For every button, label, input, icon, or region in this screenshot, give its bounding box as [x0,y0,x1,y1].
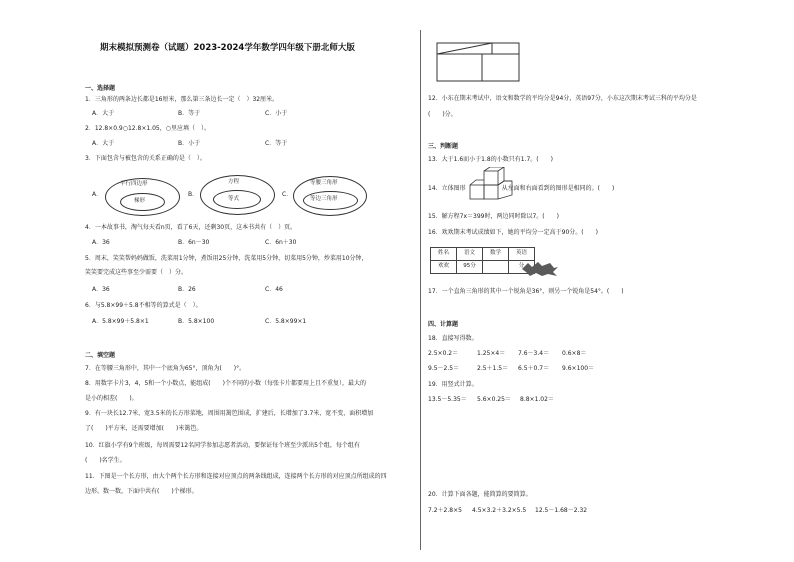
table-cell: 分 [509,261,535,274]
q2-option-a: A．大于 [92,140,115,147]
q5-option-b: B．26 [178,286,196,293]
oval-c-outer-label: 等腰三角形 [310,180,338,186]
question-5-line2: 笑笑要完成这些事至少需要（ ）分。 [85,269,188,276]
column-divider [420,30,421,550]
question-2: 2．12.8×0.9○12.8×1.05，○里应填（ ）。 [85,125,210,132]
table-cell: 95分 [457,261,483,274]
oval-b-inner-label: 等式 [228,196,240,202]
q4-option-a: A．36 [92,239,110,246]
question-1: 1．三角形的两条边长都是16厘米，那么第三条边长一定（ ）32厘米。 [85,96,279,103]
question-17: 17．一个直角三角形的其中一个锐角是36°，则另一个锐角是54°。( ) [428,288,624,295]
vertical-calc-item: 8.8×1.02＝ [520,396,554,403]
section-choice-heading: 一、选择题 [85,85,116,92]
section-calc-heading: 四、计算题 [428,321,459,328]
q1-option-b: B．等于 [178,110,201,117]
table-header-cell: 语文 [457,248,483,261]
section-fill-heading: 二、填空题 [85,352,116,359]
calc-item: 9.5－2.5＝ [428,365,460,372]
page-title: 期末模拟预测卷（试题）2023-2024学年数学四年级下册北师大版 [100,43,355,53]
q6-option-b: B．5.8×100 [178,318,215,325]
question-5-line1: 5．周末，笑笑帮妈妈做饭，洗菜用1分钟，煮饭用25分钟，洗菜用5分钟，切菜用5分钟，炒菜用10分钟， [85,255,368,262]
table-header-cell: 英语 [509,248,535,261]
question-3: 3．下面包含与被包含的关系正确的是（ ）。 [85,155,206,162]
q1-option-c: C．小于 [265,110,288,117]
q4-option-b: B．6n－30 [178,239,210,246]
question-14: 14．立体图形 从左面和右面看到的图形是相同的。( ) [428,185,615,192]
simplify-calc-item: 7.2＋2.8×5 [428,507,462,514]
oval-a-inner-label: 梯形 [134,198,146,204]
score-table-row [431,261,535,274]
ink-blot-icon [520,261,560,277]
question-13: 13．大于1.6而小于1.8的小数只有1.7。( ) [428,156,553,163]
score-table-header [431,248,535,261]
question-8-line2: 是小的相差( )。 [85,395,138,402]
question-9-line2: 了( )平方米，还需要增加( )米篱笆。 [85,425,203,432]
vertical-calc-item: 13.5－5.35＝ [428,396,467,403]
simplify-calc-item: 12.5－1.68－2.32 [535,507,588,514]
calc-item: 1.25×4＝ [477,350,506,357]
question-12-line1: 12．小东在期末考试中，语文和数学的平均分是94分，英语97分，小东这次期末考试三科的平均分是 [428,95,697,102]
calc-item: 7.6－3.4＝ [518,350,550,357]
question-11-line1: 11．下图是一个长方形，由大个两个长方形和连接对应顶点的两条线组成，连接两个长方形的对应顶点所组成的四 [85,473,387,480]
q3-option-c: C． [282,191,293,198]
question-16: 16．欢欢期末考试成绩如下，她的平均分一定高于90分。( ) [428,229,598,236]
table-cell [483,261,509,274]
calc-item: 0.6×8＝ [562,350,587,357]
question-4: 4．一本故事书，淘气每天看n页，看了6天，还剩30页，这本书共有（ ）页。 [85,224,297,231]
calc-item: 9.6×100＝ [562,365,595,372]
q3-option-a: A． [92,191,103,198]
simplify-calc-item: 4.5×3.2＋3.2×5.5 [472,507,527,514]
calc-item: 6.5＋0.7＝ [518,365,550,372]
table-header-cell: 数学 [483,248,509,261]
q4-option-c: C．6n＋30 [265,239,297,246]
question-10-line2: ( )名学生。 [85,457,126,464]
question-19: 19．用竖式计算。 [428,381,478,388]
question-7: 7．在等腰三角形中，其中一个底角为65°，顶角为( )°。 [85,365,246,372]
question-10-line1: 10．红旗小学有9个班级，每周需要12名同学参加志愿者活动，要保证每个班至少派出5个组，每个组有 [85,442,360,449]
calc-item: 2.5×0.2＝ [428,350,459,357]
question-11-line2: 边形。数一数，下面中共有( )个梯形。 [85,488,198,495]
question-18: 18．直接写得数。 [428,335,478,342]
question-8-line1: 8．用数字卡片3，4，5和一个小数点，能组成( )个不同的小数（每张卡片都要用上且不重复），最大的 [85,380,366,387]
q1-option-a: A．大于 [92,110,115,117]
calc-item: 2.5＋1.5＝ [477,365,509,372]
q6-option-c: C．5.8×99×1 [265,318,307,325]
q5-option-a: A．36 [92,286,110,293]
oval-a-outer-label: 平行四边形 [120,181,148,187]
question-6: 6．与5.8×99＋5.8不相等的算式是（ ）。 [85,302,202,309]
vertical-calc-item: 5.6×0.25＝ [477,396,511,403]
section-judge-heading: 三、判断题 [428,143,459,150]
question-15: 15．解方程7x＝399时，两边同时除以7。( ) [428,213,559,220]
q3-option-b: B． [188,191,199,198]
table-cell: 欢欢 [431,261,457,274]
question-12-line2: ( )分。 [428,111,457,118]
q5-option-c: C．46 [265,286,283,293]
table-header-cell: 姓名 [431,248,457,261]
question-20: 20．计算下面各题，能简算的要简算。 [428,491,532,498]
q2-option-c: C．等于 [265,140,288,147]
question-9-line1: 9．有一块长12.7米，宽3.5米的长方形菜地，周围用篱笆围成，扩建后，长增加了3.7米，宽不变，面积增加 [85,410,374,417]
oval-c-inner-label: 等边三角形 [310,196,338,202]
oval-b-outer-label: 方程 [228,179,240,185]
trapezoid-figure [432,40,524,84]
q2-option-b: B．小于 [178,140,201,147]
q6-option-a: A．5.8×99＋5.8×1 [92,318,149,325]
cube-stack-figure [468,167,518,205]
